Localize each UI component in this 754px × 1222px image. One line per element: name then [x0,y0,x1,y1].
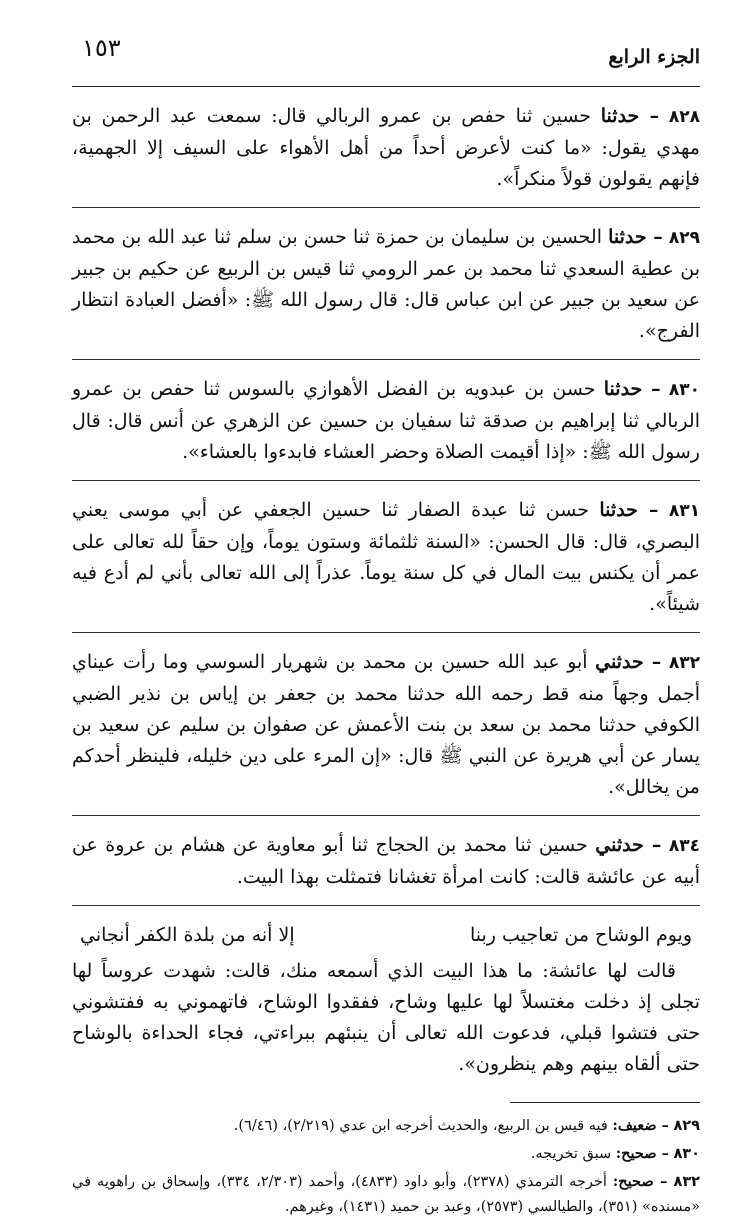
hadith-text: حسين ثنا محمد بن الحجاج ثنا أبو معاوية عن هشام بن عروة عن أبيه عن عائشة قالت: كانت امرأة تغشانا فتمثلت بهذا البيت. [72,834,700,888]
hadith-lead: حدثنا [603,378,643,400]
hadith-lead: حدثنا [599,499,638,521]
hadith-number: ٨٣١ [668,501,700,521]
footnote-grade: صحيح: [612,1173,654,1190]
hadith-number: ٨٢٨ [668,107,700,127]
hadith-lead: حدثنا [600,105,640,127]
hadith-832: ٨٣٢ – حدثني أبو عبد الله حسين بن محمد بن شهريار السوسي وما رأت عيناي أجمل وجهاً منه قط رحمه الله حدثنا محمد بن جعفر بن إياس بن نذير الضبي الكوفي حدثنا محمد بن سعد بن بنت الأعمش عن صفوان بن سليم عن سعيد بن يسار عن أبي هريرة عن النبي ﷺ قال: «إن المرء على دين خليله، فلينظر أحدكم من يخالل». [72,647,700,816]
footnote-grade: ضعيف: [612,1117,657,1134]
hadith-834: ٨٣٤ – حدثني حسين ثنا محمد بن الحجاج ثنا أبو معاوية عن هشام بن عروة عن أبيه عن عائشة قالت: كانت امرأة تغشانا فتمثلت بهذا البيت. [72,830,700,906]
poem-second-hemistich: إلا أنه من بلدة الكفر أنجاني [80,924,295,946]
hadith-text: حسن بن عبدويه بن الفضل الأهوازي بالسوس ثنا حفص بن عمرو الربالي ثنا إبراهيم بن صدقة ثنا سفيان بن حسين عن الزهري عن أنس قال: قال رسول الله ﷺ: «إذا أقيمت الصلاة وحضر العشاء فابدءوا بالعشاء». [72,378,700,463]
page-header [72,30,700,87]
footnote-number: ٨٣٠ [673,1146,700,1162]
footnote-829: ٨٢٩ – ضعيف: فيه قيس بن الربيع، والحديث أخرجه ابن عدي (٢/٢١٩)، (٦/٤٦). [233,1117,700,1134]
hadith-number: ٨٣٠ [668,380,700,400]
hadith-text: حسين ثنا حفص بن عمرو الربالي قال: سمعت عبد الرحمن بن مهدي يقول: «ما كنت لأعرض أحداً من أهل الأهواء على السيف إلا الجهمية، فإنهم يقولون قولاً منكراً». [72,105,700,190]
hadith-830: ٨٣٠ – حدثنا حسن بن عبدويه بن الفضل الأهوازي بالسوس ثنا حفص بن عمرو الربالي ثنا إبراهيم بن صدقة ثنا سفيان بن حسين عن الزهري عن أنس قال: قال رسول الله ﷺ: «إذا أقيمت الصلاة وحضر العشاء فابدءوا بالعشاء». [72,374,700,481]
footnote-830: ٨٣٠ – صحيح: سبق تخريجه. [530,1145,700,1162]
hadith-text: الحسين بن سليمان بن حمزة ثنا حسن بن سلم ثنا عبد الله بن محمد بن عطية السعدي ثنا محمد بن عمر الرومي ثنا قيس بن الربيع عن حكيم بن جبير عن سعيد بن جبير عن ابن عباس قال: قال رسول الله ﷺ: «أفضل العبادة انتظار الفرج». [72,226,700,342]
narration-text: قالت لها عائشة: ما هذا البيت الذي أسمعه منك، قالت: شهدت عروساً لها تجلى إذ دخلت مغتسلاً لها عليها وشاح، ففقدوا الوشاح، فاتهموني به ففتشوني حتى فتشوا قبلي، فدعوت الله تعالى أن ينبئهم ببراءتي، فجاء الحداءة بالوشاح حتى ألقاه بينهم وهم ينظرون». [72,960,700,1075]
hadith-831: ٨٣١ – حدثنا حسن ثنا عبدة الصفار ثنا حسين الجعفي عن أبي موسى يعني البصري، قال: قال الحسن: «السنة ثلثمائة وستون يوماً، وإن حقاً لله تعالى على عمر أن يكنس بيت المال في كل سنة يوماً. عذراً إلى الله تعالى بأني لم أدع فيه شيئاً». [72,495,700,633]
hadith-lead: حدثني [595,834,644,856]
running-title: الجزء الرابع [608,46,700,68]
hadith-lead: حدثنا [608,226,647,248]
poem-first-hemistich: ويوم الوشاح من تعاجيب ربنا [469,924,692,946]
hadith-829: ٨٢٩ – حدثنا الحسين بن سليمان بن حمزة ثنا حسن بن سلم ثنا عبد الله بن محمد بن عطية السعدي ثنا محمد بن عمر الرومي ثنا قيس بن الربيع عن حكيم بن جبير عن سعيد بن جبير عن ابن عباس قال: قال رسول الله ﷺ: «أفضل العبادة انتظار الفرج». [72,222,700,360]
hadith-text: حسن ثنا عبدة الصفار ثنا حسين الجعفي عن أبي موسى يعني البصري، قال: قال الحسن: «السنة ثلثمائة وستون يوماً، وإن حقاً لله تعالى على عمر أن يكنس بيت المال في كل سنة يوماً. عذراً إلى الله تعالى بأني لم أدع فيه شيئاً». [72,499,700,615]
footnotes [72,1113,700,1220]
footnote-number: ٨٢٩ [673,1118,700,1134]
footnote-grade: صحيح: [615,1145,657,1162]
footnote-text: فيه قيس بن الربيع، والحديث أخرجه ابن عدي (٢/٢١٩)، (٦/٤٦). [233,1118,613,1134]
footnote-832: ٨٣٢ – صحيح: أخرجه الترمذي (٢٣٧٨)، وأبو داود (٤٨٣٣)، وأحمد (٢/٣٠٣، ٣٣٤)، وإسحاق بن راهويه في «مسنده» (٣٥١)، والطيالسي (٢٥٧٣)، وعبد بن حميد (١٤٣١)، وغيرهم. [72,1173,701,1215]
footnote-text: سبق تخريجه. [530,1146,616,1162]
hadith-number: ٨٢٩ [668,228,700,248]
hadith-list [72,101,700,906]
footnote-divider [510,1102,700,1103]
book-page [72,30,700,1222]
hadith-number: ٨٣٢ [668,653,700,673]
hadith-number: ٨٣٤ [668,836,700,856]
footnote-text: أخرجه الترمذي (٢٣٧٨)، وأبو داود (٤٨٣٣)، وأحمد (٢/٣٠٣، ٣٣٤)، وإسحاق بن راهويه في «مسنده» (٣٥١)، والطيالسي (٢٥٧٣)، وعبد بن حميد (١٤٣١)، وغيرهم. [72,1174,700,1215]
footnote-number: ٨٣٢ [673,1174,701,1190]
hadith-lead: حدثني [595,651,644,673]
page-number: ١٥٣ [82,34,121,62]
poem-verse [80,920,692,950]
hadith-828: ٨٢٨ – حدثنا حسين ثنا حفص بن عمرو الربالي قال: سمعت عبد الرحمن بن مهدي يقول: «ما كنت لأعرض أحداً من أهل الأهواء على السيف إلا الجهمية، فإنهم يقولون قولاً منكراً». [72,101,700,208]
hadith-text: أبو عبد الله حسين بن محمد بن شهريار السوسي وما رأت عيناي أجمل وجهاً منه قط رحمه الله حدثنا محمد بن جعفر بن إياس بن نذير الضبي الكوفي حدثنا محمد بن سعد بن بنت الأعمش عن صفوان بن سليم عن سعيد بن يسار عن أبي هريرة عن النبي ﷺ قال: «إن المرء على دين خليله، فلينظر أحدكم من يخالل». [72,651,700,798]
